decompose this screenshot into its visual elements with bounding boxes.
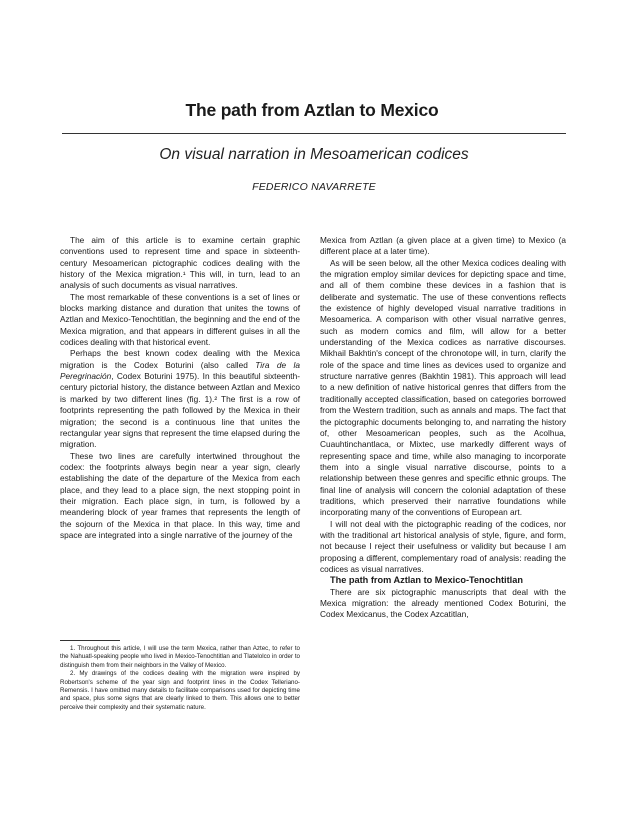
paragraph-text: Perhaps the best known codex dealing with the Mexica migration is the Codex Boturini (also called [60, 348, 300, 370]
article-title: The path from Aztlan to Mexico [185, 100, 439, 120]
codex-title-italic: Tira de la Peregrinación [60, 359, 300, 382]
article-subtitle: On visual narration in Mesoamerican codices [159, 146, 469, 163]
paragraph: The most remarkable of these conventions is a set of lines or blocks marking distance and duration that unites the towns of Aztlan and Mexico-Tenochtitlan, the beginning and the end of the Mexica migration, and that appears in different guises in all the codices dealing with that historical event. [60, 291, 300, 348]
right-column [320, 235, 566, 621]
paragraph-text: , Codex Boturini 1975). In this beautiful sixteenth-century pictorial history, the distance between Aztlan and Mexico is marked by two different lines (fig. 1).² The first is a row of footprints representing the path followed by the Mexica in their migration; the second is a continuous line that unites the rectangular year signs that represent the time elapsed during the migration. [60, 371, 300, 450]
paragraph: There are six pictographic manuscripts that deal with the Mexica migration: the already mentioned Codex Boturini, the Codex Mexicanus, the Codex Azcatitlan, [320, 586, 566, 620]
paragraph: The aim of this article is to examine certain graphic conventions used to represent time and space in sixteenth-century Mesoamerican pictographic codices dealing with the history of the Mexica migration.¹ This will, in turn, lead to an analysis of such documents as visual narratives. [60, 235, 300, 291]
paragraph: I will not deal with the pictographic reading of the codices, nor with the traditional art historical analysis of style, figure, and form, not because I reject their usefulness or validity but because I am proposing a different, complementary road of analysis: reading the codices as visual narratives. [320, 518, 566, 574]
paragraph: As will be seen below, all the other Mexica codices dealing with the migration employ similar devices for depicting space and time, and all of them combine these devices in a fashion that is deliberate and systematic. The use of these conventions reflects the existence of highly developed visual narrative traditions in Mesoamerica. A comparison with other visual narrative genres, such as modern comics and film, will allow for a better understanding of the Mexica codices as narrative discourses. Mikhail Bakhtin's concept of the chronotope will, in turn, clarify the role of the space and time lines as devices used to organize and structure narrative genres (Bakhtin 1981). This approach will lead to a new definition of native historical genres that differs from the traditionally accepted classification, based on categories borrowed from the Western tradition, such as annals and maps. The fact that the pictographic documents belonging to, and narrating the history of, other Mesoamerican peoples, such as the Acolhua, Cuauhtinchantlaca, or Mixtec, use markedly different ways of representing space and time, while also managing to incorporate them into a single visual narrative discourse, points to a relationship between these genres and specific ethnic groups. The final line of analysis will concern the colonial adaptation of these traditions, which preserved their narrative foundations while incorporating many of the conventions of European art. [320, 257, 566, 518]
section-heading: The path from Aztlan to Mexico-Tenochtitlan [330, 575, 523, 586]
article-author: FEDERICO NAVARRETE [252, 181, 376, 193]
paragraph: These two lines are carefully intertwined throughout the codex: the footprints always begin near a year sign, clearly establishing the date of the departure of the Mexica from each place, and they lead to a place sign, the next stopping point in their migration. Each place sign, in turn, is followed by a meandering block of year frames that represents the length of the sojourn of the Mexica in that place. In this way, time and space are integrated into a single narrative of the journey of the [60, 450, 300, 540]
left-column [60, 235, 300, 541]
footnotes [60, 645, 300, 712]
paragraph [60, 348, 300, 450]
title-rule [62, 133, 566, 134]
footnote-1: 1. Throughout this article, I will use the term Mexica, rather than Aztec, to refer to the Nahuatl-speaking people who lived in Mexico-Tenochtitlan and Tlatelolco in order to distinguish them from their neighbors in the Valley of Mexico. [60, 645, 300, 669]
footnote-rule [60, 640, 120, 641]
paragraph: Mexica from Aztlan (a given place at a given time) to Mexico (a different place at a later time). [320, 235, 566, 257]
footnote-2: 2. My drawings of the codices dealing with the migration were inspired by Robertson's scheme of the year sign and footprint lines in the Codex Telleriano-Remensis. I have omitted many details to facilitate comparisons used for depicting time and space, plus some signs that are clearly linked to them. This allows one to better perceive their complexity and their systematic nature. [60, 670, 300, 711]
